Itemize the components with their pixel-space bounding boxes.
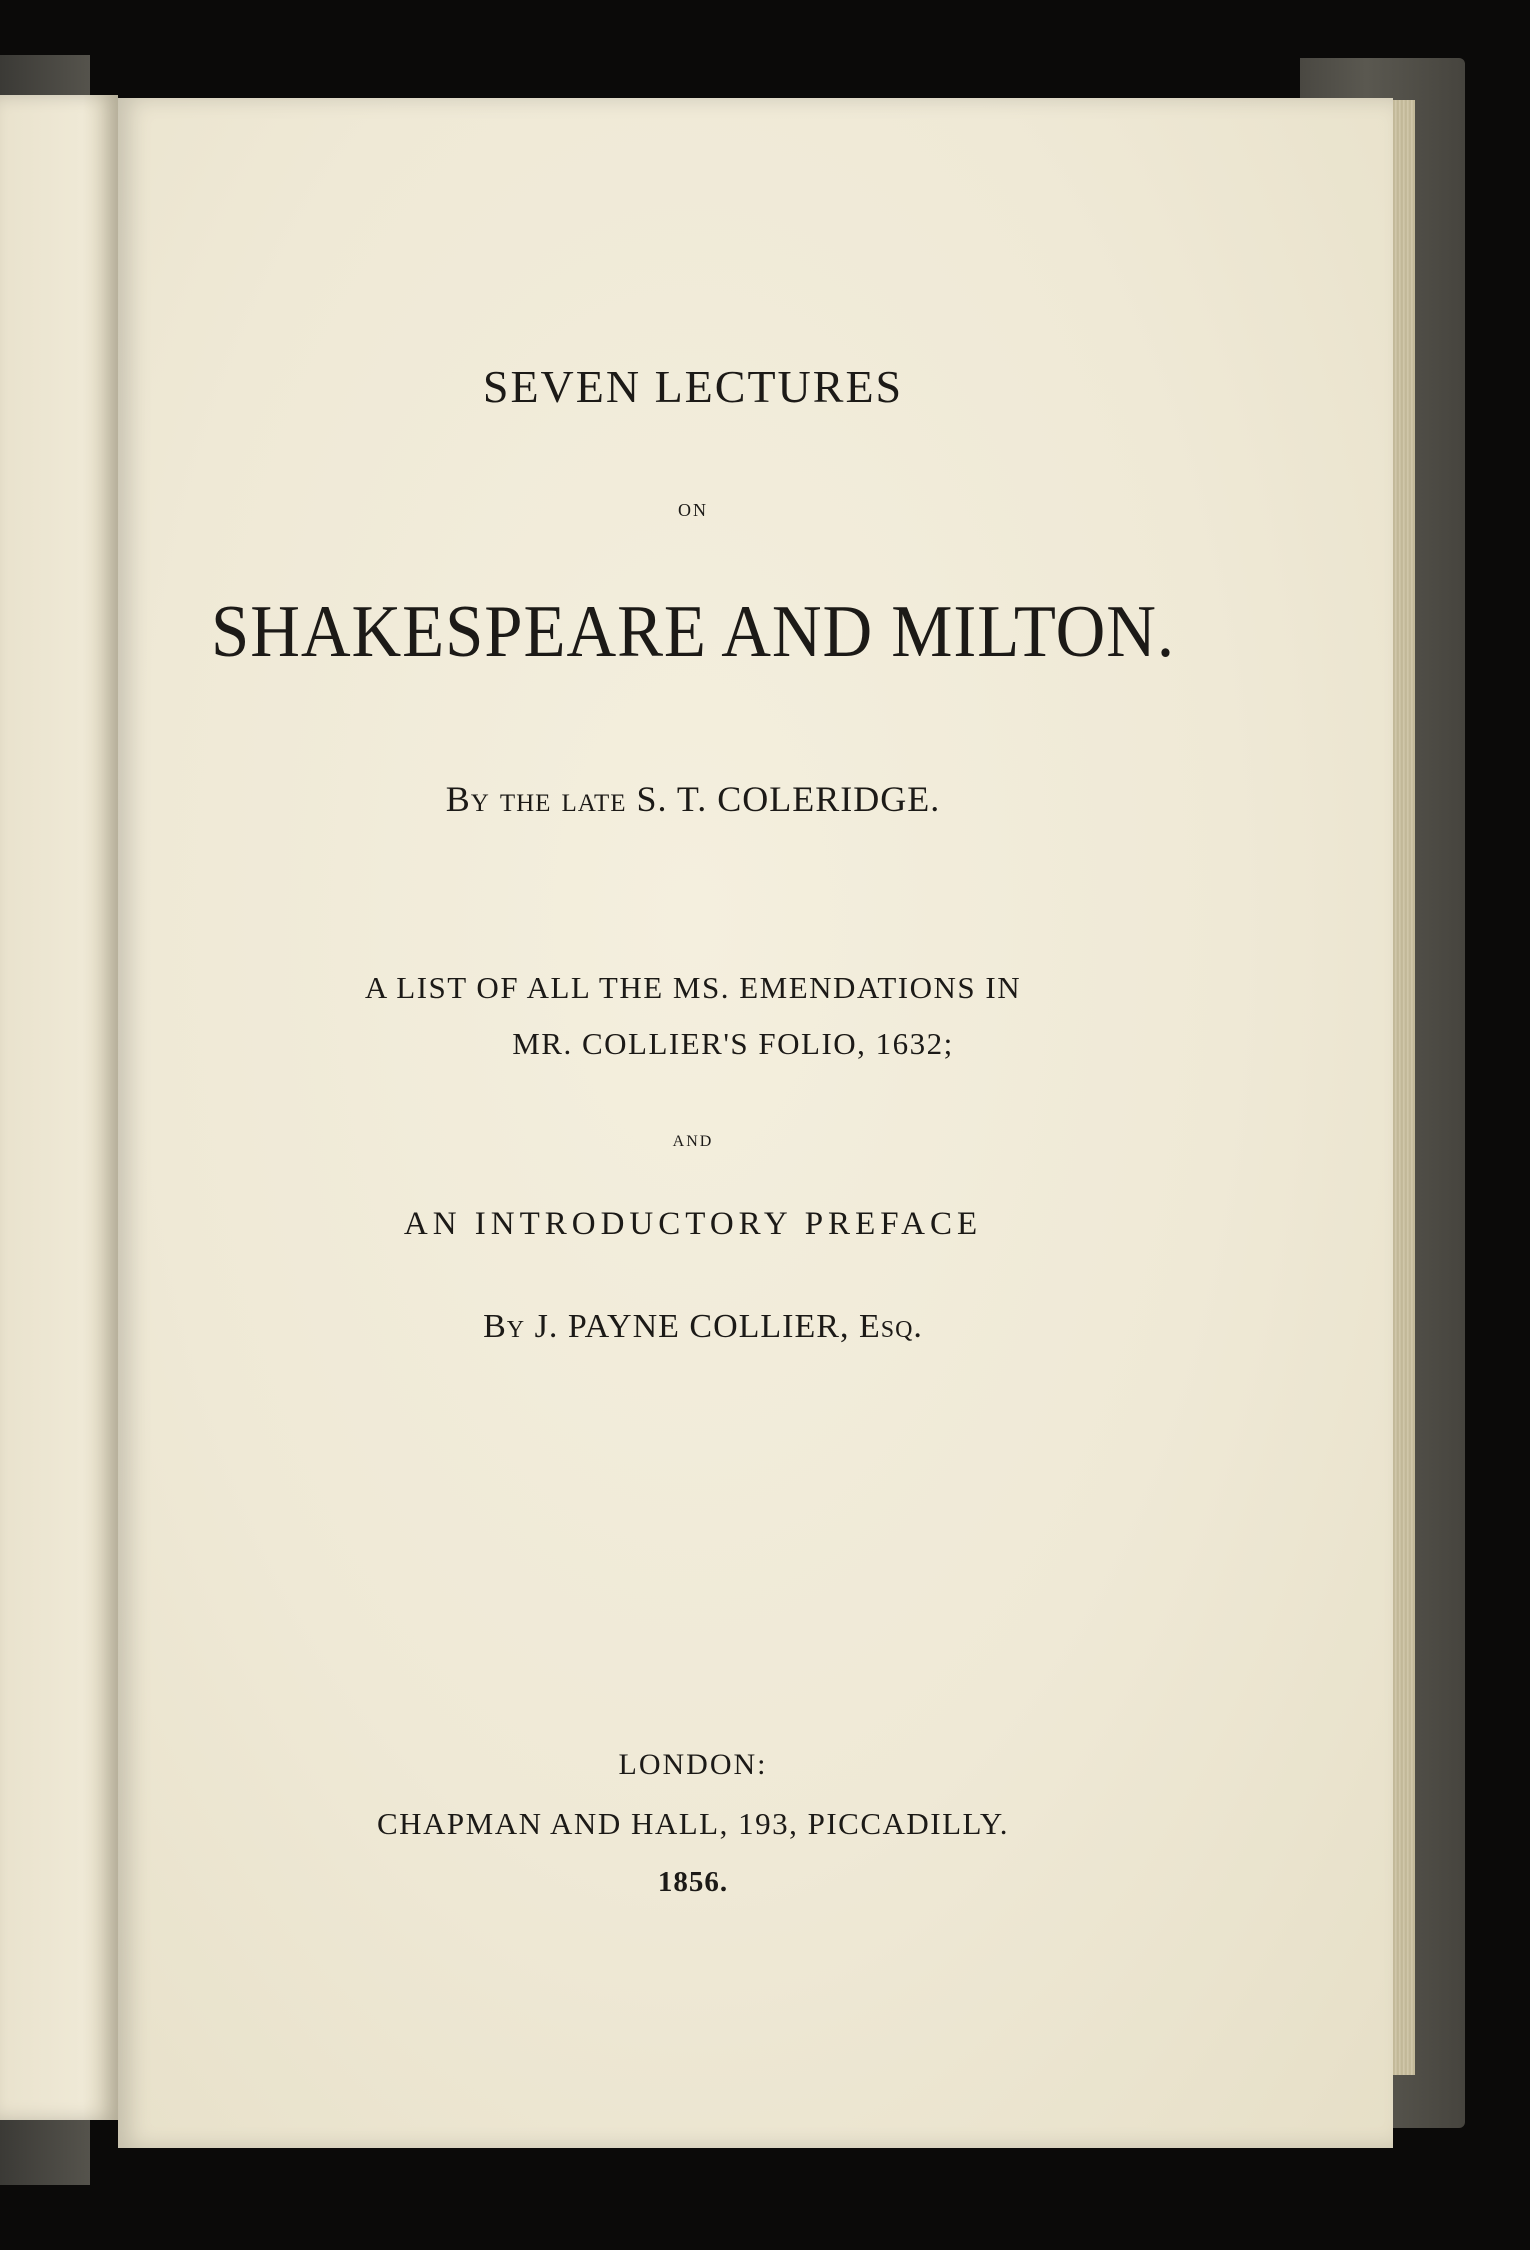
subtitle-list-line-2: MR. COLLIER'S FOLIO, 1632; [512,1026,954,1061]
editor-byline: By J. PAYNE COLLIER, Esq. [483,1308,923,1345]
imprint-city: LONDON: [618,1748,768,1781]
title-page [118,98,1393,2148]
main-title: SHAKESPEARE AND MILTON. [211,591,1175,673]
imprint-year: 1856. [657,1866,729,1898]
heading-seven-lectures: SEVEN LECTURES [482,361,904,412]
facing-page-edge [0,95,118,2120]
imprint-publisher: CHAPMAN AND HALL, 193, PICCADILLY. [376,1806,1010,1841]
connector-and: AND [672,1133,714,1150]
author-byline: By the late S. T. COLERIDGE. [445,779,941,819]
subtitle-introductory-preface: AN INTRODUCTORY PREFACE [403,1206,983,1242]
connector-on: ON [678,500,708,520]
subtitle-list-line-1: A LIST OF ALL THE MS. EMENDATIONS IN [364,970,1022,1005]
